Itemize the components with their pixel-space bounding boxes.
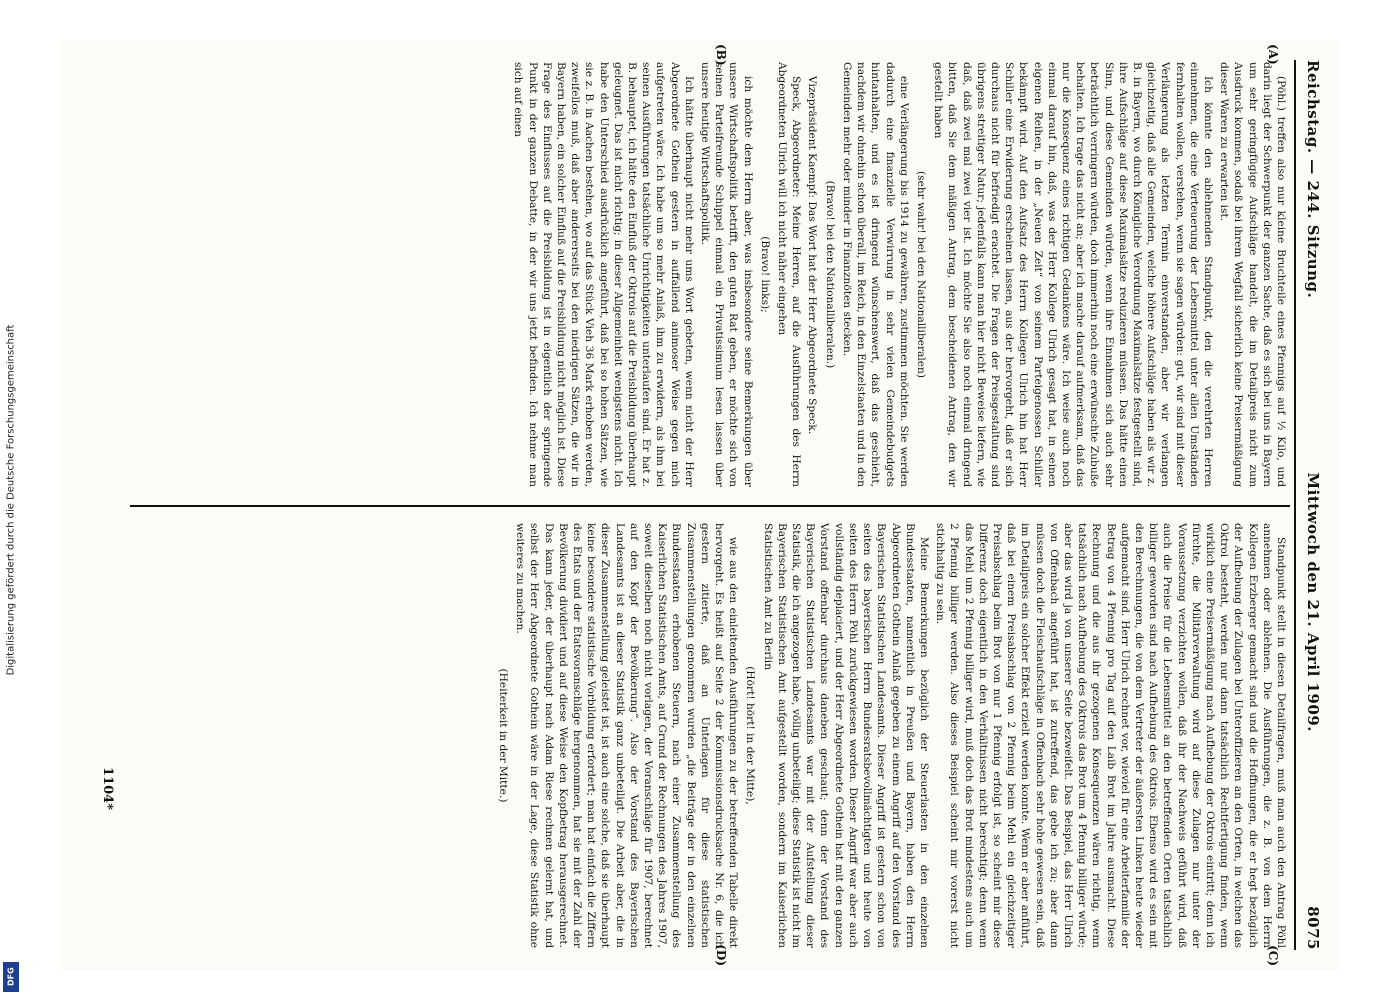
paragraph: (Pöhl.) treffen also nur kleine Bruchteile eines Pfennigs auf ½ Kilo, und darin liegt der Schwerpunkt der ganzen Sache, daß es sich bei uns in Bayern um sehr geringfügige Aufschläge handelt, die im Detailpreis nicht zum Ausdruck kommen, sodaß bei ihrem Wegfall sicherlich keine Preisermäßigung dieser Waren zu erwarten ist. <box>1218 62 1287 487</box>
interjection: (Hört! hört! in der Mitte), <box>744 666 757 805</box>
speaker-paragraph: Speck, Abgeordneter: Meine Herren, auf die Ausführungen des Herrn Abgeordneten Ulrich will ich nicht näher eingehen <box>776 62 803 487</box>
digitization-credit <box>0 0 22 1000</box>
scanned-page <box>60 40 1340 970</box>
speaker-paragraph: Vizepräsident Kaempf: Das Wort hat der Herr Abgeordnete Speck. <box>806 76 819 435</box>
paragraph: eine Verlängerung bis 1914 zu gewähren, zustimmen möchten. Sie werden dadurch eine finanzielle Verwirrung in sehr vielen Gemeindebudgets hintanhalten, und es ist dringend wünschenswert, daß das geschieht, nachdem wir ohnehin schon überall, im Reich, in den Einzelstaaten und in den Gemeinden mehr oder minder in Finanznöten stecken. <box>840 62 910 487</box>
margin-letter-b: (B) <box>714 44 728 66</box>
credit-text: Digitalisierung gefördert durch die Deutsche Forschungsgemeinschaft <box>5 324 17 676</box>
interjection: (Heiterkeit in der Mitte.) <box>497 668 510 803</box>
right-column <box>130 523 1288 948</box>
paragraph: wie aus den einleitenden Ausführungen zu der betreffenden Tabelle direkt hervorgeht. Es heißt auf Seite 2 der Kommissionsdrucksache Nr. 6, die ich gestern zitierte, daß an Unterlagen für diese statistischen Zusammenstellungen genommen wurden „die Beiträge der in den einzelnen Bundesstaaten erhobenen Steuern, nach einer Zusammenstellung des Kaiserlichen Statistischen Amts, auf Grund der Rechnungen des Jahres 1907, soweit dieselben noch nicht vorlagen, der Voranschläge für 1907, berechnet auf den Kopf der Bevölkerung“. Also der Vorstand des Bayerischen Landesamts ist an dieser Statistik ganz unbeteiligt. Die Arbeit aber, die in dieser Zusammenstellung geleistet ist, ist auch eine solche, daß sie überhaupt keine besondere statistische Vorbildung erfordert; man hat einfach die Ziffern des Etats und der Etatsvoranschläge hergenommen, hat sie mit der Zahl der Bevölkerung dividiert und auf diese Weise den Kopfbetrag herausgerechnet. Das kann jeder, der überhaupt nach Adam Riese rechnen gelernt hat, und selbst der Herr Abgeordnete Gothein wäre in der Lage, diese Statistik ohne weiteres zu machen. <box>514 523 740 948</box>
margin-letter-c: (C) <box>1266 945 1280 966</box>
left-column <box>130 62 1288 487</box>
interjection: (sehr wahr! bei den Nationalliberalen) <box>914 171 927 378</box>
page-number: 8075 <box>1304 906 1322 950</box>
paragraph: Standpunkt stellt in diesen Detailfragen, muß man auch den Antrag Pöhl annehmen oder ablehnen. Die Ausführungen, die z. B. von dem Herrn Kollegen Erzberger gemacht sind und die Hoffnungen, die er hegt bezüglich der Aufhebung der Zulagen bei Unteroffizieren an den Orten, in welchen das Oktroi besteht, werden nur dann tatsächlich Rechtfertigung finden, wenn wirklich eine Preisermäßigung nach Aufhebung der Oktrois eintritt; denn ich fürchte, die Militärverwaltung wird auf diese Zulagen nur unter der Voraussetzung verzichten wollen, daß ihr der Nachweis geführt wird, daß auch die Preise für die Lebensmittel an den betreffenden Orten tatsächlich billiger geworden sind nach Aufhebung des Oktrois. Ebenso wird es sein mit den Berechnungen, die von dem Vertreter der äußersten Linken heute wieder aufgemacht sind. Herr Ulrich rechnet vor, wieviel für eine Arbeiterfamilie der Betrag von 4 Pfennig pro Tag auf den Laib Brot im Jahre ausmacht. Diese Rechnung und die aus ihr gezogenen Konsequenzen wären richtig, wenn tatsächlich nach Aufhebung des Oktrois das Brot um 4 Pfennig billiger würde; aber das wird ja von unserer Seite bezweifelt. Das Beispiel, das Herr Ulrich von Offenbach angeführt hat, ist zutreffend, das gebe ich zu; aber dann müssen doch die Fleischaufschläge in Offenbach sehr hohe gewesen sein, daß im Detailpreis ein solcher Effekt erzielt werden konnte. Wenn er aber anführt, daß bei einem Preisabschlag von 2 Pfennig beim Mehl ein gleichzeitiger Preisabschlag beim Brot von nur 1 Pfennig erfolgt ist, so scheint mir diese Differenz doch eigentlich in den Verhältnissen nicht berechtigt; denn wenn das Mehl um 2 Pfennig billiger wird, muß doch das Brot mindestens auch um 2 Pfennig billiger werden. Also dieses Beispiel scheint mir vorerst nicht stichhaltig zu sein. <box>934 523 1287 948</box>
header-right: Mittwoch den 21. April 1909. <box>1304 472 1322 732</box>
interjection: (Bravo! bei den Nationalliberalen.) <box>823 180 836 369</box>
signature-mark: 1104* <box>100 767 115 810</box>
column-divider <box>130 505 1290 507</box>
paragraph: Ich hätte überhaupt nicht mehr ums Wort gebeten, wenn nicht der Herr Abgeordnete Gothein gestern in auffallend animoser Weise gegen mich aufgetreten wäre. Ich habe um so mehr Anlaß, ihm zu erwidern, als ihm bei seinen Ausführungen tatsächliche Unrichtigkeiten unterlaufen sind. Er hat z. B. behauptet, ich hätte den Einfluß der Oktrois auf die Preisbildung überhaupt geleugnet. Das ist nicht richtig; in dieser Allgemeinheit wenigstens nicht. Ich habe den Unterschied ausdrücklich angeführt, daß bei so hohen Sätzen, wie sie z. B. in Aachen bestehen, wo auf das Stück Vieh 36 Mark erhoben werden, zweifellos muß, daß aber andererseits bei den niedrigen Sätzen, die wir in Bayern haben, ein solcher Einfluß auf die Preisbildung nicht möglich ist. Diese Frage des Einflusses auf die Preisbildung ist in eigentlich der springende Punkt in der ganzen Debatte, in der wir uns jetzt befinden. Ich nehme man sich auf einen <box>512 62 695 487</box>
running-header <box>1300 60 1322 950</box>
header-left: Reichstag. — 244. Sitzung. <box>1304 60 1322 299</box>
margin-letter-d: (D) <box>714 944 728 966</box>
rotated-page-content <box>60 40 1340 970</box>
header-rule <box>1294 60 1296 950</box>
margin-letter-a: (A) <box>1266 44 1280 65</box>
paragraph: ich möchte dem Herrn aber, was insbesondere seine Bemerkungen über unsere Wirtschaftspolitik betrifft, den guten Rat geben, er möchte sich von seinen Parteifreunde Schippel einmal ein Privatissimum lesen lassen über unsere heutige Wirtschaftspolitik. <box>699 62 754 487</box>
interjection: (Bravo! links); <box>758 236 771 313</box>
paragraph: Meine Bemerkungen bezüglich der Steuerlasten in den einzelnen Bundesstaaten, namentlich in Preußen und Bayern, haben den Herrn Abgeordneten Gothein Anlaß gegeben zu einem Angriff auf den Vorstand des Bayerischen Statistischen Landesamts. Dieser Angriff ist gestern schon von seiten des bayerischen Herrn Bundesratsbevollmächtigten und heute von seiten des Herrn Pöhl zurückgewiesen worden. Dieser Angriff war aber auch vollständig deplaciert, und der Herr Abgeordnete Gothein hat mit den ganzen Vorstand offenbar durchaus daneben geschaut; denn der Vorstand des Bayerischen Statistischen Landesamts war mit der Aufstellung dieser Statistik, die ich angezogen habe, völlig unbeteiligt; diese Statistik ist nicht im Bayerischen Statistischen Amt aufgestellt worden, sondern im Kaiserlichen Statistischen Amt zu Berlin <box>761 523 930 948</box>
paragraph: Ich könnte den ablehnenden Standpunkt, den die verehrten Herren einnehmen, die eine Verteuerung der Lebensmittel unter allen Umständen fernhalten wollen, verstehen, wenn sie sagen würden: gut, wir sind mit dieser Verlängerung als letzten Termin einverstanden, aber wir verlangen gleichzeitig, daß alle Gemeinden, welche höhere Aufschläge haben als wir z. B. in Bayern, wo durch Königliche Verordnung Maximalsätze festgestellt sind, ihre Aufschläge auf diese Maximalsätze reduzieren müssen. Das hätte einen Sinn, und diese Gemeinden würden, wenn ihre Einnahmen sich auch sehr beträchtlich verringern würden, doch immerhin noch eine erwünschte Zubuße behalten. Ich trage das nicht an; aber ich mache darauf aufmerksam, daß das nur die Konsequenz eines richtigen Gedankens wäre. Ich weise auch noch einmal darauf hin, daß, was der Herr Kollege Ulrich gesagt hat, in seinen eigenen Reihen, in der „Neuen Zeit“ von seinem Parteigenossen Schiller bekämpft wird. Auf den Aufsatz des Herrn Kollegen Ulrich hin hat Herr Schiller eine Erwiderung erscheinen lassen, aus der hervorgeht, daß er sich durchaus nicht für befriedigt erachtet. Die Fragen der Preisgestaltung sind übrigens streitiger Natur; jedenfalls kann man hier nicht Beweise liefern, wie daß, daß zwei mal zwei vier ist. Ich möchte Sie also noch einmal dringend bitten, daß Sie dem mäßigen Antrag, dem bescheidenen Antrag, den wir gestellt haben <box>932 62 1214 487</box>
dfg-logo: DFG <box>3 962 19 992</box>
